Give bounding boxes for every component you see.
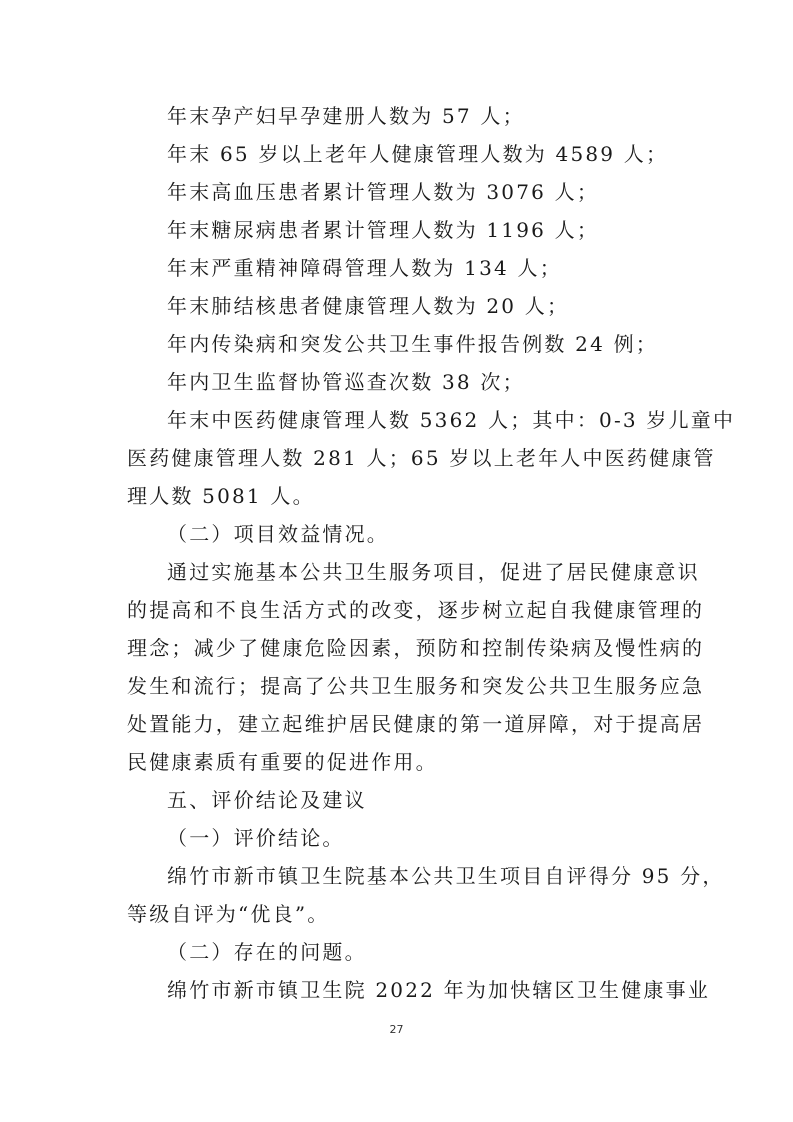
paragraph-benefits-line-2: 的提高和不良生活方式的改变，逐步树立起自我健康管理的 (127, 598, 705, 622)
list-item-tuberculosis-management: 年末肺结核患者健康管理人数为 20 人； (167, 294, 570, 318)
list-item-infectious-disease-reports: 年内传染病和突发公共卫生事件报告例数 24 例； (167, 332, 658, 356)
paragraph-tcm-line-1: 年末中医药健康管理人数 5362 人；其中：0-3 岁儿童中 (167, 408, 736, 432)
list-item-hypertension-management: 年末高血压患者累计管理人数为 3076 人； (167, 180, 600, 204)
list-item-supervision-inspections: 年内卫生监督协管巡查次数 38 次； (167, 370, 525, 394)
body-text (127, 97, 736, 1009)
paragraph-score-line-2: 等级自评为“优良”。 (127, 902, 330, 926)
paragraph-benefits-line-1: 通过实施基本公共卫生服务项目，促进了居民健康意识 (167, 560, 700, 584)
section-heading-conclusions: 五、评价结论及建议 (167, 788, 367, 812)
paragraph-benefits-line-5: 处置能力，建立起维护居民健康的第一道屏障，对于提高居 (127, 712, 705, 736)
paragraph-benefits-line-4: 发生和流行；提高了公共卫生服务和突发公共卫生服务应急 (127, 674, 705, 698)
paragraph-benefits-line-3: 理念；减少了健康危险因素，预防和控制传染病及慢性病的 (127, 636, 705, 660)
list-item-elderly-health-management: 年末 65 岁以上老年人健康管理人数为 4589 人； (167, 142, 669, 166)
paragraph-tcm-line-3: 理人数 5081 人。 (127, 484, 315, 508)
list-item-mental-disorder-management: 年末严重精神障碍管理人数为 134 人； (167, 256, 562, 280)
paragraph-score-line-1: 绵竹市新市镇卫生院基本公共卫生项目自评得分 95 分， (167, 864, 725, 888)
paragraph-problems-line-1: 绵竹市新市镇卫生院 2022 年为加快辖区卫生健康事业 (167, 978, 711, 1002)
paragraph-tcm-line-2: 医药健康管理人数 281 人；65 岁以上老年人中医药健康管 (127, 446, 716, 470)
list-item-pregnancy-registration: 年末孕产妇早孕建册人数为 57 人； (167, 104, 525, 128)
paragraph-benefits-line-6: 民健康素质有重要的促进作用。 (127, 750, 438, 774)
list-item-diabetes-management: 年末糖尿病患者累计管理人数为 1196 人； (167, 218, 600, 242)
section-heading-project-benefits: （二）项目效益情况。 (167, 522, 389, 546)
page-number: 27 (389, 1023, 404, 1036)
subsection-heading-evaluation-conclusion: （一）评价结论。 (167, 826, 345, 850)
subsection-heading-existing-problems: （二）存在的问题。 (167, 940, 367, 964)
